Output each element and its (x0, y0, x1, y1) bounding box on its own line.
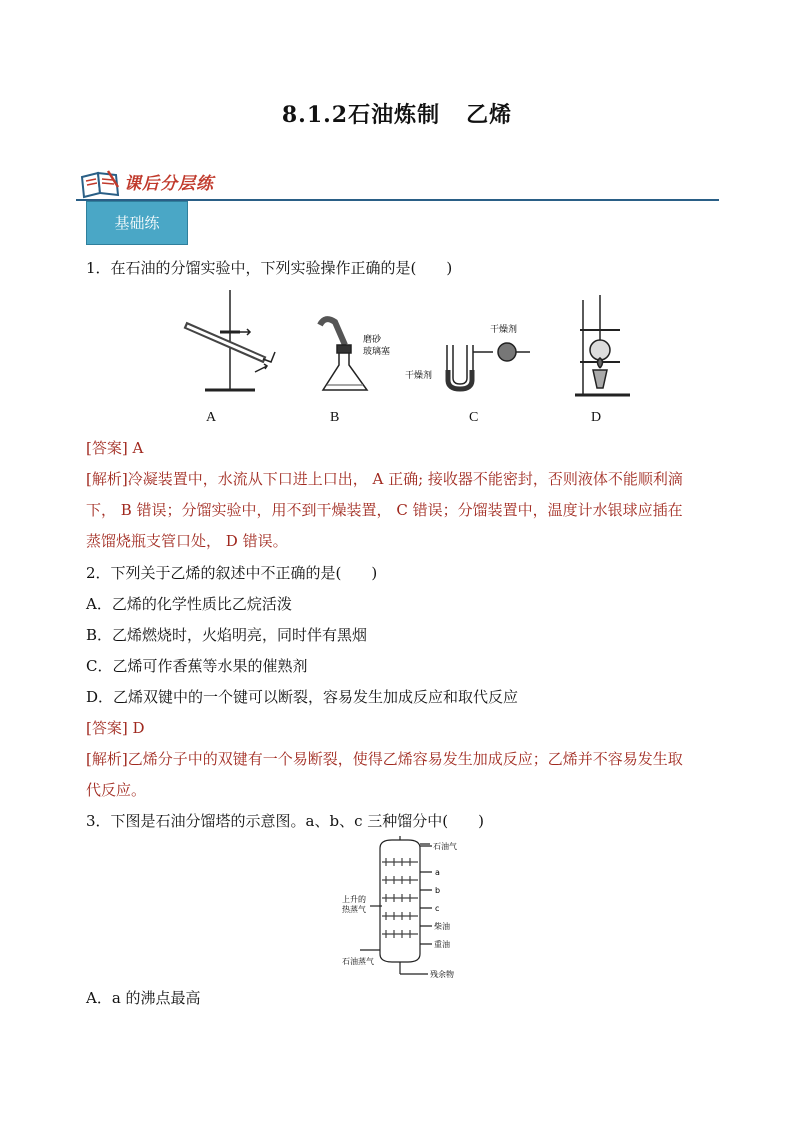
label-c1: 干燥剂 (490, 325, 518, 335)
label-c2: 干燥剂 (405, 371, 433, 381)
section-header (76, 165, 719, 201)
tower-label-top: 石油气 (433, 842, 457, 851)
apparatus-d (575, 295, 630, 395)
section-label: 课后分层练 (124, 174, 214, 194)
fig-label-c: C (469, 410, 479, 425)
tower-label-residue: 残余物 (430, 970, 454, 979)
fractionating-tower-figure (340, 836, 470, 982)
tower-label-feed: 石油蒸气 (342, 957, 374, 966)
q1-analysis-line-1: [解析]冷凝装置中，水流从下口进上口出， A 正确; 接收器不能密封，否则液体不能顺利滴 (86, 470, 683, 488)
tower-label-a: a (435, 868, 440, 877)
q3-stem: 3．下图是石油分馏塔的示意图。a、b、c 三种馏分中( ) (86, 812, 484, 830)
fig-label-a: A (206, 410, 217, 425)
tower-label-heavy: 重油 (434, 940, 450, 949)
tower-label-diesel: 柴油 (434, 922, 450, 931)
fig-label-d: D (591, 410, 602, 425)
label-b1: 磨砂 (363, 335, 382, 345)
q2-answer: [答案] D (86, 719, 145, 737)
fig-label-b: B (330, 410, 340, 425)
book-icon (78, 169, 122, 199)
q2-option-a: A．乙烯的化学性质比乙烷活泼 (86, 595, 292, 613)
q2-option-b: B．乙烯燃烧时，火焰明亮，同时伴有黑烟 (86, 626, 368, 644)
q2-analysis-line-2: 代反应。 (86, 781, 147, 799)
q2-option-d: D．乙烯双键中的一个键可以断裂，容易发生加成反应和取代反应 (86, 688, 519, 706)
apparatus-b (320, 319, 367, 390)
q1-answer: [答案] A (86, 439, 144, 457)
q3-option-a: A．a 的沸点最高 (86, 989, 201, 1007)
apparatus-a (185, 290, 275, 390)
q2-option-c: C．乙烯可作香蕉等水果的催熟剂 (86, 657, 308, 675)
tower-label-b: b (435, 886, 441, 895)
level-badge: 基础练 (86, 201, 188, 245)
q1-stem: 1．在石油的分馏实验中，下列实验操作正确的是( ) (86, 259, 453, 277)
tower-label-hot-vapor: 热蒸气 (342, 905, 366, 914)
q2-analysis-line-1: [解析]乙烯分子中的双键有一个易断裂，使得乙烯容易发生加成反应；乙烯并不容易发生取 (86, 750, 683, 768)
tower-label-c: c (435, 904, 440, 913)
q1-analysis-line-2: 下， B 错误；分馏实验中，用不到干燥装置， C 错误；分馏装置中，温度计水银球应插在 (86, 501, 683, 519)
tower-label-rising: 上升的 (342, 895, 366, 904)
q2-stem: 2．下列关于乙烯的叙述中不正确的是( ) (86, 564, 378, 582)
label-b2: 玻璃塞 (363, 347, 391, 357)
page-title: 8.1.2石油炼制 乙烯 (281, 102, 513, 128)
apparatus-c (447, 343, 530, 390)
q1-apparatus-figure (175, 290, 635, 430)
q1-analysis-line-3: 蒸馏烧瓶支管口处， D 错误。 (86, 532, 288, 550)
